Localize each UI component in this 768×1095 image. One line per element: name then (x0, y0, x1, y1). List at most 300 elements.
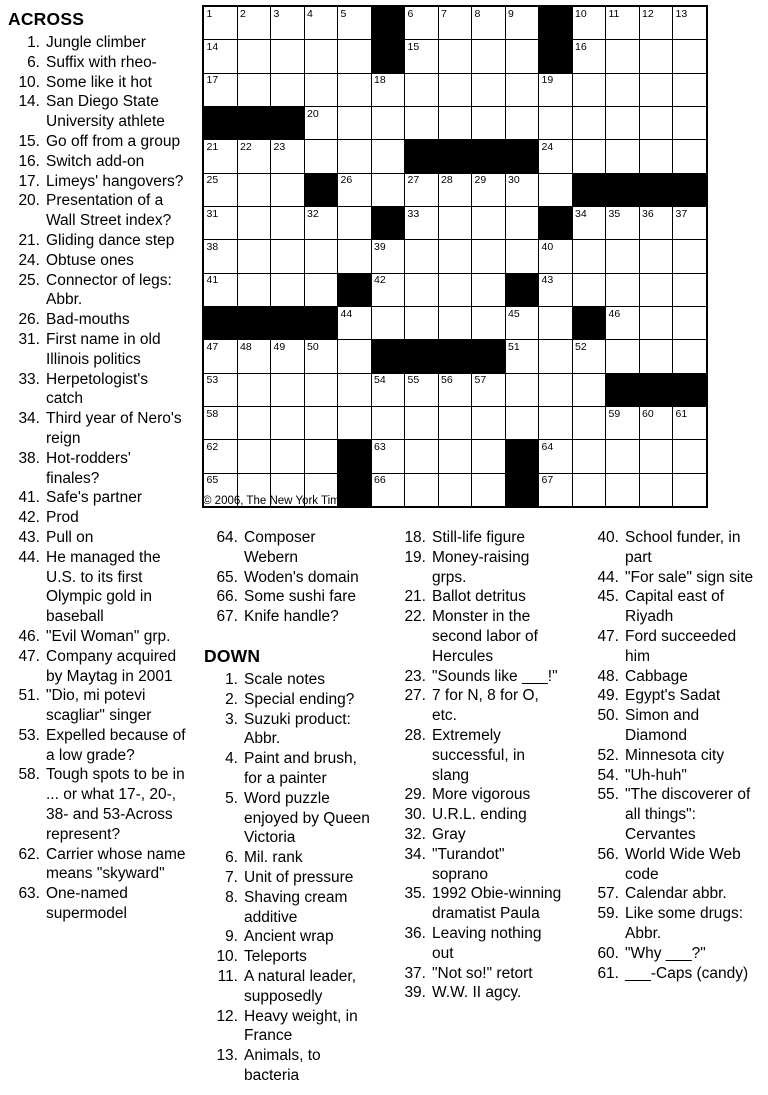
grid-cell[interactable] (271, 373, 305, 406)
grid-cell[interactable] (405, 307, 439, 340)
grid-cell[interactable] (203, 6, 237, 40)
cell-number: 2 (240, 7, 246, 20)
grid-cell[interactable] (606, 407, 640, 440)
down-header: DOWN (204, 645, 261, 666)
clue-number: 28. (404, 726, 426, 744)
grid-cell[interactable] (472, 73, 506, 106)
grid-cell[interactable] (438, 407, 472, 440)
clue-number: 57. (597, 885, 619, 903)
grid-cell[interactable] (606, 440, 640, 473)
clue-item (8, 172, 200, 192)
grid-cell[interactable] (405, 207, 439, 240)
grid-cell[interactable] (472, 273, 506, 306)
grid-cell[interactable] (338, 73, 372, 106)
grid-cell[interactable] (639, 440, 673, 473)
clue-item (585, 746, 765, 766)
grid-cell[interactable] (237, 6, 271, 40)
grid-cell[interactable] (673, 407, 707, 440)
grid-cell[interactable] (606, 340, 640, 373)
grid-cell[interactable] (639, 107, 673, 140)
grid-cell[interactable] (203, 40, 237, 73)
grid-cell[interactable] (572, 407, 606, 440)
grid-cell[interactable] (639, 207, 673, 240)
grid-cell[interactable] (673, 107, 707, 140)
grid-cell[interactable] (438, 73, 472, 106)
grid-cell[interactable] (271, 340, 305, 373)
clue-number: 11. (217, 967, 238, 985)
grid-cell[interactable] (237, 173, 271, 206)
grid-cell[interactable] (304, 40, 338, 73)
grid-cell[interactable] (505, 107, 539, 140)
grid-cell[interactable] (472, 240, 506, 273)
grid-cell-black (271, 307, 305, 340)
grid-cell[interactable] (606, 473, 640, 507)
grid-cell[interactable] (304, 140, 338, 173)
clue-item (8, 370, 200, 410)
grid-cell[interactable] (505, 407, 539, 440)
grid-cell[interactable] (639, 6, 673, 40)
clue-number: 62. (18, 845, 40, 863)
grid-cell[interactable] (237, 40, 271, 73)
grid-cell[interactable] (572, 6, 606, 40)
grid-cell[interactable] (472, 6, 506, 40)
grid-cell[interactable] (539, 307, 573, 340)
grid-cell[interactable] (304, 373, 338, 406)
grid-cell[interactable] (271, 140, 305, 173)
cell-number: 27 (407, 174, 420, 187)
grid-cell[interactable] (405, 440, 439, 473)
clue-item (585, 627, 765, 667)
grid-cell-black (203, 307, 237, 340)
grid-cell[interactable] (472, 107, 506, 140)
clue-item (8, 132, 200, 152)
cell-number: 34 (575, 207, 587, 220)
clue-number: 50. (597, 707, 619, 725)
clue-number: 34. (404, 845, 426, 863)
grid-cell[interactable] (338, 173, 372, 206)
grid-cell[interactable] (271, 240, 305, 273)
grid-cell[interactable] (271, 73, 305, 106)
grid-cell[interactable] (405, 73, 439, 106)
grid-cell[interactable] (639, 40, 673, 73)
bottom-clue-column-3 (585, 528, 765, 983)
grid-cell[interactable] (505, 340, 539, 373)
copyright-line: © 2006, The New York Times (203, 495, 352, 507)
grid-cell[interactable] (639, 240, 673, 273)
clue-number: 21. (404, 588, 426, 606)
grid-cell[interactable] (639, 73, 673, 106)
grid-cell[interactable] (673, 40, 707, 73)
grid-cell[interactable] (338, 107, 372, 140)
grid-cell[interactable] (606, 40, 640, 73)
grid-cell[interactable] (304, 340, 338, 373)
clue-item (585, 766, 765, 786)
grid-row (203, 107, 707, 140)
grid-cell[interactable] (338, 40, 372, 73)
clue-list (204, 670, 376, 1086)
clue-text: U.R.L. ending (432, 806, 527, 824)
grid-cell[interactable] (271, 273, 305, 306)
grid-cell-black (371, 207, 405, 240)
grid-cell[interactable] (572, 73, 606, 106)
clue-text: Like some drugs: Abbr. (625, 905, 744, 942)
grid-cell[interactable] (673, 240, 707, 273)
cell-number: 17 (206, 74, 219, 87)
grid-cell[interactable] (606, 240, 640, 273)
clue-text: Carrier whose name means "skyward" (46, 845, 186, 883)
clue-number: 48. (597, 667, 619, 685)
clue-list (585, 528, 765, 983)
cell-number: 57 (474, 374, 487, 387)
clue-text: Money-raising grps. (432, 548, 530, 586)
grid-cell[interactable] (338, 207, 372, 240)
grid-cell[interactable] (673, 6, 707, 40)
grid-cell[interactable] (606, 207, 640, 240)
grid-cell[interactable] (572, 140, 606, 173)
grid-cell[interactable] (271, 407, 305, 440)
clue-text: Teleports (244, 948, 307, 966)
clue-item (392, 726, 566, 785)
grid-cell[interactable] (405, 173, 439, 206)
grid-cell[interactable] (539, 407, 573, 440)
grid-cell[interactable] (673, 140, 707, 173)
grid-cell[interactable] (405, 6, 439, 40)
clue-item (204, 868, 376, 888)
bottom-clue-column-2 (392, 528, 566, 1003)
grid-cell[interactable] (338, 140, 372, 173)
grid-cell[interactable] (203, 240, 237, 273)
grid-cell[interactable] (472, 40, 506, 73)
grid-cell[interactable] (271, 6, 305, 40)
clue-item (8, 330, 200, 370)
grid-cell[interactable] (572, 207, 606, 240)
clue-item (204, 927, 376, 947)
grid-cell[interactable] (237, 140, 271, 173)
cell-number: 9 (508, 7, 514, 20)
clue-text: "Why ___?" (625, 944, 706, 962)
clue-text: "Evil Woman" grp. (46, 627, 171, 645)
grid-row (203, 140, 707, 173)
grid-cell[interactable] (405, 407, 439, 440)
clue-item (585, 686, 765, 706)
grid-cell[interactable] (371, 140, 405, 173)
cell-number: 4 (307, 7, 313, 20)
clue-item (204, 749, 376, 789)
grid-cell[interactable] (539, 240, 573, 273)
grid-cell[interactable] (371, 307, 405, 340)
grid-cell[interactable] (606, 107, 640, 140)
grid-cell[interactable] (572, 273, 606, 306)
grid-cell[interactable] (539, 340, 573, 373)
cell-number: 14 (206, 40, 219, 53)
clue-text: Shaving cream additive (244, 888, 348, 926)
grid-cell[interactable] (203, 440, 237, 473)
grid-cell[interactable] (673, 273, 707, 306)
cell-number: 32 (307, 207, 319, 220)
grid-cell[interactable] (572, 473, 606, 507)
cell-number: 52 (575, 340, 587, 353)
grid-cell[interactable] (505, 373, 539, 406)
clue-number: 31. (18, 330, 40, 348)
cell-number: 46 (608, 307, 621, 320)
grid-cell[interactable] (639, 307, 673, 340)
grid-cell[interactable] (438, 207, 472, 240)
grid-cell[interactable] (505, 173, 539, 206)
grid-cell[interactable] (472, 440, 506, 473)
grid-cell[interactable] (505, 307, 539, 340)
cell-number: 64 (541, 440, 554, 453)
grid-cell[interactable] (639, 407, 673, 440)
grid-cell[interactable] (539, 473, 573, 507)
grid-cell[interactable] (505, 207, 539, 240)
grid-cell-black (338, 440, 372, 473)
clue-item (392, 785, 566, 805)
clue-number: 38. (18, 449, 40, 467)
grid-cell[interactable] (203, 340, 237, 373)
clue-number: 2. (225, 690, 238, 708)
grid-cell[interactable] (237, 373, 271, 406)
grid-cell[interactable] (338, 6, 372, 40)
grid-cell[interactable] (405, 473, 439, 507)
grid-cell[interactable] (371, 273, 405, 306)
clue-text: Paint and brush, for a painter (244, 750, 357, 787)
grid-row (203, 407, 707, 440)
clue-text: Expelled because of a low grade? (46, 726, 186, 764)
grid-cell[interactable] (572, 107, 606, 140)
clue-item (8, 152, 200, 172)
grid-cell[interactable] (539, 440, 573, 473)
grid-cell[interactable] (472, 307, 506, 340)
grid-cell[interactable] (472, 207, 506, 240)
grid-cell[interactable] (438, 440, 472, 473)
cell-number: 35 (608, 207, 621, 220)
grid-cell[interactable] (438, 273, 472, 306)
clue-number: 19. (404, 548, 426, 566)
grid-cell[interactable] (371, 107, 405, 140)
grid-cell[interactable] (304, 107, 338, 140)
grid-cell-black (203, 107, 237, 140)
grid-cell[interactable] (438, 240, 472, 273)
grid-cell[interactable] (271, 173, 305, 206)
grid-cell[interactable] (438, 6, 472, 40)
clue-text: Herpetologist's catch (46, 370, 149, 408)
grid-cell[interactable] (639, 340, 673, 373)
clue-number: 18. (404, 529, 426, 546)
grid-cell[interactable] (572, 40, 606, 73)
grid-cell-black (472, 340, 506, 373)
grid-cell[interactable] (438, 173, 472, 206)
grid-cell[interactable] (203, 73, 237, 106)
clue-number: 3. (225, 710, 238, 728)
clue-item (392, 884, 566, 924)
clue-number: 24. (18, 251, 40, 269)
clue-number: 51. (18, 687, 40, 705)
grid-cell[interactable] (304, 6, 338, 40)
grid-cell-black (572, 307, 606, 340)
clue-item (585, 667, 765, 687)
grid-cell[interactable] (405, 107, 439, 140)
grid-cell[interactable] (271, 207, 305, 240)
cell-number: 23 (273, 140, 286, 153)
grid-cell[interactable] (237, 73, 271, 106)
grid-cell[interactable] (271, 440, 305, 473)
grid-cell[interactable] (505, 40, 539, 73)
clue-text: A natural leader, supposedly (244, 967, 357, 1005)
grid-cell[interactable] (304, 407, 338, 440)
grid-cell[interactable] (237, 207, 271, 240)
clue-item (204, 1007, 376, 1047)
grid-cell[interactable] (673, 73, 707, 106)
grid-cell[interactable] (371, 373, 405, 406)
grid-cell[interactable] (472, 407, 506, 440)
grid-cell[interactable] (572, 373, 606, 406)
grid-cell[interactable] (371, 240, 405, 273)
clue-text: Pull on (46, 528, 94, 546)
grid-cell[interactable] (304, 273, 338, 306)
grid-cell[interactable] (606, 273, 640, 306)
grid-cell[interactable] (438, 473, 472, 507)
clue-item (585, 706, 765, 746)
clue-number: 5. (225, 789, 238, 807)
grid-cell[interactable] (271, 40, 305, 73)
clue-text: Bad-mouths (46, 311, 130, 329)
cell-number: 60 (642, 407, 654, 420)
grid-cell[interactable] (405, 240, 439, 273)
grid-cell-black (237, 307, 271, 340)
grid-cell[interactable] (304, 73, 338, 106)
grid-cell[interactable] (304, 440, 338, 473)
clue-text: Cabbage (625, 667, 688, 685)
grid-cell[interactable] (237, 240, 271, 273)
grid-cell[interactable] (237, 273, 271, 306)
grid-cell-black (304, 173, 338, 206)
grid-cell[interactable] (405, 40, 439, 73)
clue-number: 1. (27, 34, 40, 51)
grid-cell[interactable] (505, 240, 539, 273)
grid-cell[interactable] (203, 173, 237, 206)
grid-cell[interactable] (539, 273, 573, 306)
grid-cell[interactable] (673, 440, 707, 473)
cell-number: 42 (374, 274, 386, 287)
clue-item (8, 310, 200, 330)
grid-cell[interactable] (405, 273, 439, 306)
grid-cell[interactable] (639, 140, 673, 173)
clue-text: Limeys' hangovers? (46, 172, 184, 190)
grid-cell[interactable] (338, 340, 372, 373)
grid-cell[interactable] (438, 40, 472, 73)
grid-cell[interactable] (539, 107, 573, 140)
cell-number: 1 (206, 7, 213, 20)
grid-cell[interactable] (572, 340, 606, 373)
clue-text: Gliding dance step (46, 231, 175, 249)
grid-cell[interactable] (606, 6, 640, 40)
grid-cell[interactable] (606, 73, 640, 106)
cell-number: 5 (340, 7, 347, 20)
grid-cell[interactable] (572, 440, 606, 473)
grid-cell[interactable] (472, 373, 506, 406)
grid-cell[interactable] (371, 73, 405, 106)
grid-cell[interactable] (539, 173, 573, 206)
clue-item (585, 944, 765, 964)
grid-cell[interactable] (371, 473, 405, 507)
clue-number: 53. (18, 726, 40, 744)
grid-cell[interactable] (203, 407, 237, 440)
clue-number: 67. (216, 608, 238, 626)
grid-cell[interactable] (438, 373, 472, 406)
grid-cell[interactable] (673, 207, 707, 240)
grid-cell[interactable] (338, 307, 372, 340)
cell-number: 28 (441, 174, 453, 187)
clue-text: Tough spots to be in ... or what 17-, 20-, 38- and 53-Across represent? (46, 766, 185, 843)
grid-cell[interactable] (203, 140, 237, 173)
clue-number: 20. (18, 192, 40, 210)
grid-cell[interactable] (472, 473, 506, 507)
grid-cell[interactable] (338, 407, 372, 440)
grid-cell[interactable] (472, 173, 506, 206)
grid-cell[interactable] (438, 107, 472, 140)
grid-cell[interactable] (203, 207, 237, 240)
grid-cell[interactable] (438, 307, 472, 340)
grid-cell-black (505, 440, 539, 473)
cell-number: 16 (575, 40, 587, 53)
grid-cell[interactable] (673, 473, 707, 507)
grid-cell[interactable] (405, 373, 439, 406)
grid-cell[interactable] (673, 307, 707, 340)
clue-item (585, 785, 765, 844)
grid-cell-black (606, 373, 640, 406)
clue-number: 42. (18, 509, 40, 527)
clue-number: 35. (404, 885, 426, 903)
grid-cell[interactable] (572, 240, 606, 273)
grid-cell[interactable] (371, 173, 405, 206)
bottom-clue-column-1 (204, 528, 376, 1086)
cell-number: 48 (240, 340, 252, 353)
grid-cell[interactable] (203, 273, 237, 306)
clue-item (8, 53, 200, 73)
grid-row (203, 40, 707, 73)
grid-cell[interactable] (304, 207, 338, 240)
grid-cell[interactable] (639, 473, 673, 507)
grid-cell[interactable] (371, 440, 405, 473)
grid-cell[interactable] (505, 6, 539, 40)
grid-cell[interactable] (338, 240, 372, 273)
grid-cell[interactable] (237, 340, 271, 373)
clue-text: First name in old Illinois politics (46, 330, 161, 368)
grid-cell-black (472, 140, 506, 173)
grid-cell[interactable] (304, 240, 338, 273)
cell-number: 7 (441, 7, 447, 20)
grid-cell[interactable] (606, 140, 640, 173)
grid-cell[interactable] (673, 340, 707, 373)
grid-cell[interactable] (539, 140, 573, 173)
grid-cell[interactable] (338, 373, 372, 406)
clue-item (8, 726, 200, 766)
grid-cell[interactable] (237, 407, 271, 440)
cell-number: 51 (508, 340, 520, 353)
clue-item (585, 568, 765, 588)
clue-text: "Not so!" retort (432, 964, 533, 982)
grid-cell[interactable] (539, 73, 573, 106)
grid-cell[interactable] (203, 373, 237, 406)
grid-cell[interactable] (371, 407, 405, 440)
grid-cell[interactable] (606, 307, 640, 340)
grid-cell[interactable] (539, 373, 573, 406)
grid-cell[interactable] (505, 73, 539, 106)
grid-cell[interactable] (237, 440, 271, 473)
clue-text: Company acquired by Maytag in 2001 (46, 647, 177, 685)
clue-text: School funder, in part (625, 529, 741, 566)
grid-cell[interactable] (639, 273, 673, 306)
